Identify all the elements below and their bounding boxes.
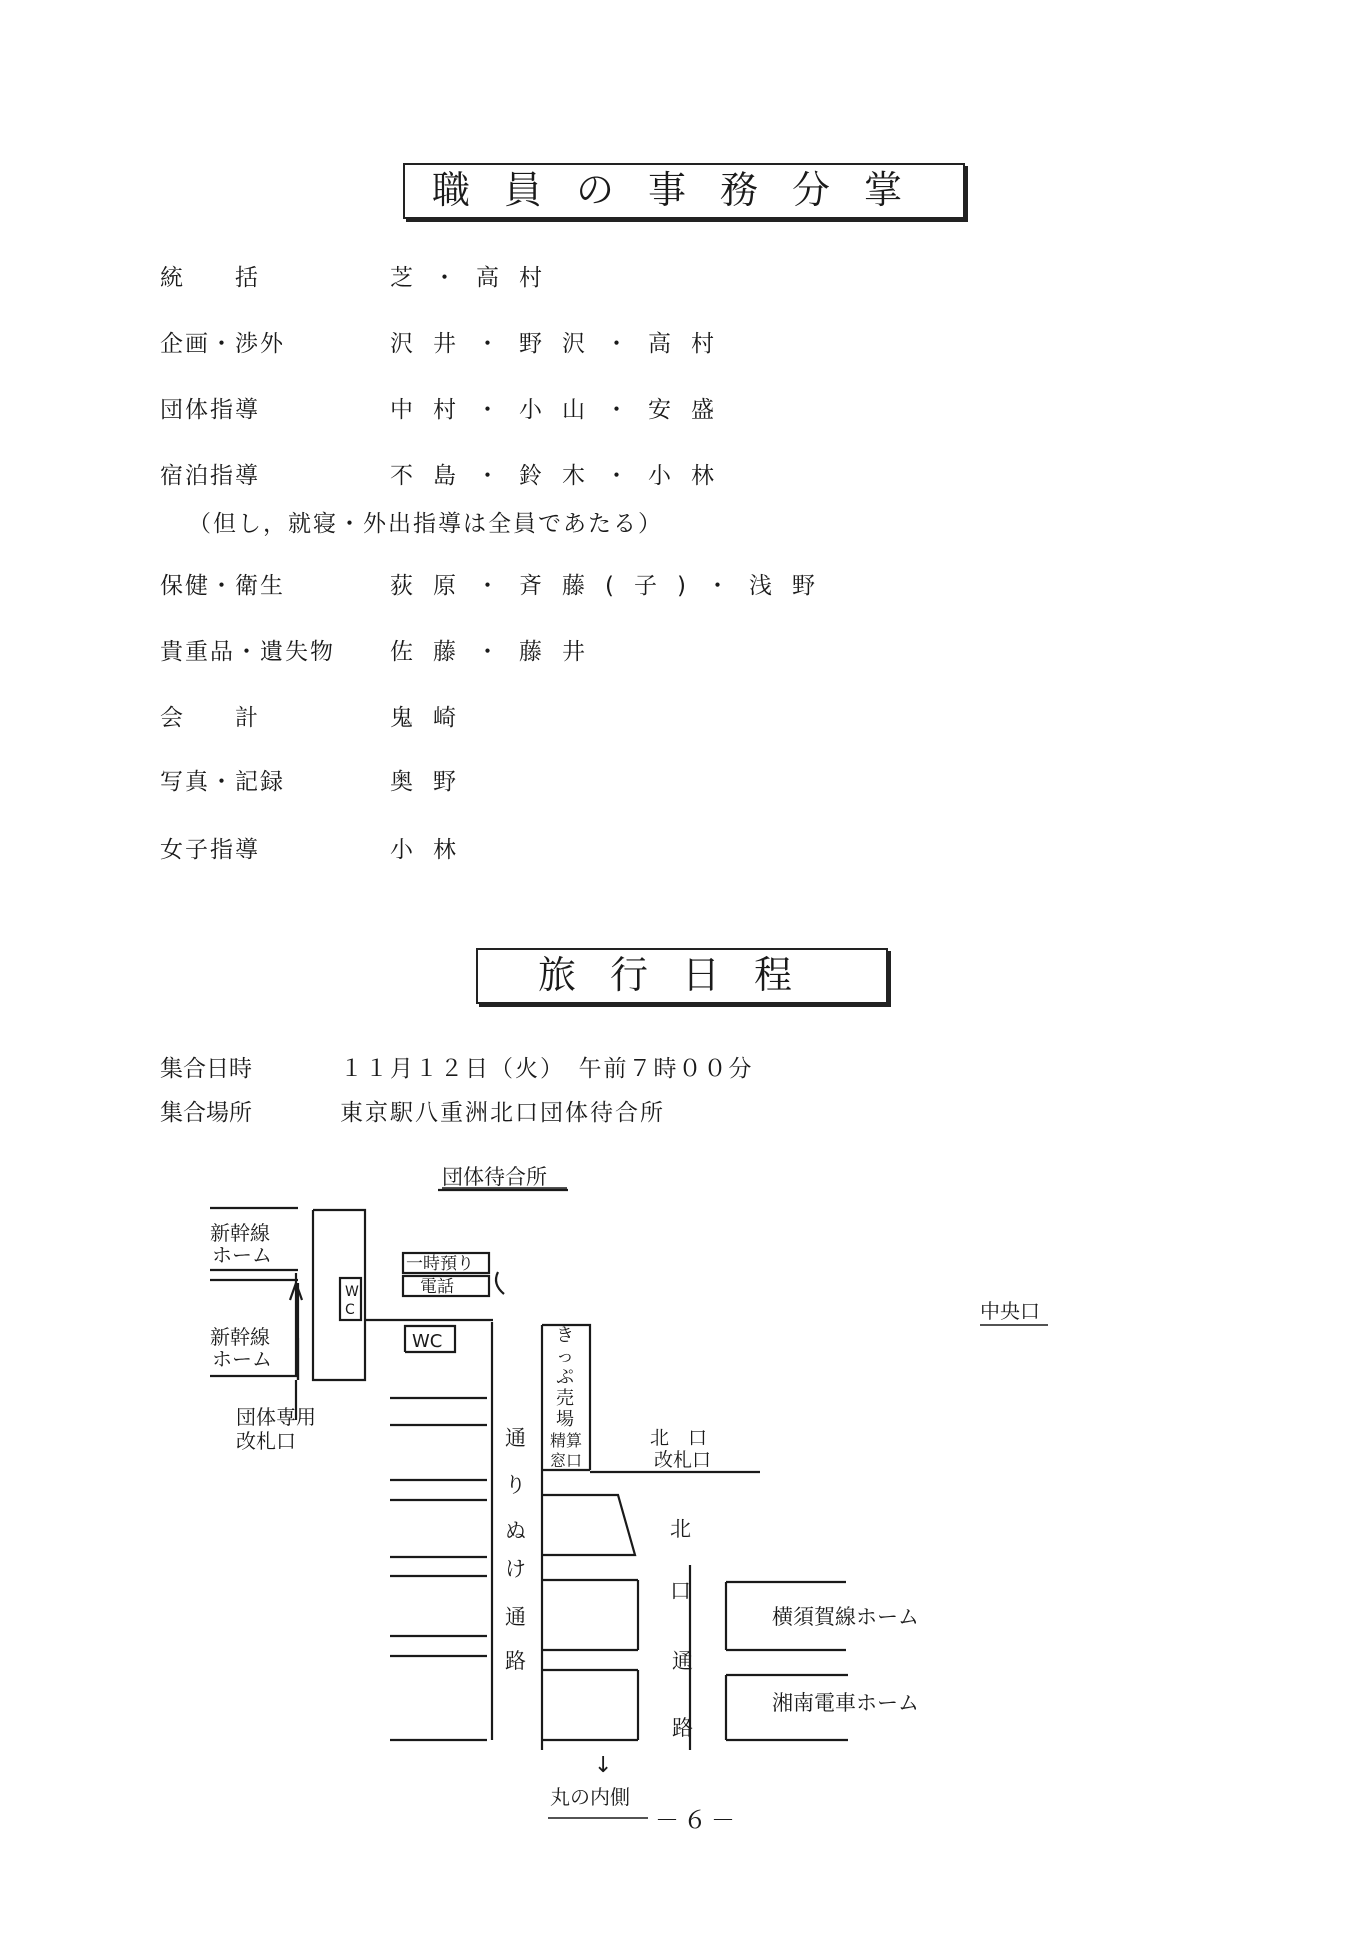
map-label-group-waiting-room: 団体待合所 — [442, 1165, 547, 1189]
map-label-through-passage: ぬ — [505, 1519, 526, 1543]
map-label-shinkansen-home-2b: ホーム — [212, 1347, 272, 1371]
duty-role: 会 計 — [160, 705, 260, 731]
map-label-shinkansen-home-1: 新幹線 — [210, 1221, 270, 1245]
duty-names: 小林 — [390, 837, 476, 863]
duty-role: 貴重品・遺失物 — [160, 639, 335, 665]
map-label-north-passage: 北 — [670, 1517, 691, 1541]
duty-names: 沢井・野沢・高村 — [390, 331, 734, 357]
map-label-through-passage: り — [505, 1473, 526, 1497]
duty-names: 佐藤・藤井 — [390, 639, 605, 665]
map-label-settlement-window-b: 窓口 — [550, 1451, 583, 1470]
map-label-group-gate: 団体専用 — [236, 1405, 316, 1429]
staff-duties-title: 職員の事務分掌 — [403, 163, 965, 219]
map-label-shinkansen-home-2: 新幹線 — [210, 1325, 270, 1349]
map-label-wc-1b: C — [345, 1302, 355, 1318]
map-label-yokosuka-home: 横須賀線ホーム — [772, 1605, 919, 1629]
map-label-luggage: 一時預り — [406, 1254, 474, 1274]
map-label-north-gate-b: 改札口 — [654, 1449, 712, 1471]
map-label-north-passage: 通 — [672, 1649, 693, 1673]
map-label-north-gate: 北 口 — [650, 1427, 708, 1449]
duty-role: 保健・衛生 — [160, 573, 285, 599]
map-label-ticket-sales: き — [556, 1325, 574, 1346]
duty-role: 写真・記録 — [160, 769, 285, 795]
map-label-group-gate-b: 改札口 — [236, 1429, 296, 1453]
map-label-through-passage: 通 — [505, 1426, 526, 1450]
map-label-marunouchi: 丸の内側 — [550, 1785, 630, 1809]
map-label-central-exit: 中央口 — [980, 1299, 1040, 1323]
duty-names: 荻原・斉藤(子)・浅野 — [390, 573, 835, 599]
map-label-wc-2: WC — [412, 1331, 443, 1352]
map-label-ticket-sales: 売 — [556, 1388, 574, 1409]
arrow-down-icon: ↓ — [594, 1753, 613, 1778]
duty-names: 芝・高村 — [390, 265, 562, 291]
map-label-north-passage: 口 — [670, 1579, 691, 1603]
map-label-settlement-window: 精算 — [550, 1431, 583, 1450]
duty-role: 宿泊指導 — [160, 463, 260, 489]
map-label-through-passage: 通 — [505, 1605, 526, 1629]
meeting-time-label: 集合日時 — [160, 1056, 252, 1082]
meeting-place-label: 集合場所 — [160, 1100, 252, 1126]
map-label-phone: 電話 — [420, 1277, 454, 1297]
map-label-shinkansen-home-1b: ホーム — [212, 1243, 272, 1267]
duty-names: 奥野 — [390, 769, 476, 795]
duty-names: 中村・小山・安盛 — [390, 397, 734, 423]
map-label-wc-1: W — [345, 1284, 359, 1300]
map-label-ticket-sales: 場 — [556, 1409, 574, 1430]
duty-role: 統 括 — [160, 265, 260, 291]
duty-role: 女子指導 — [160, 837, 260, 863]
map-label-north-passage: 路 — [672, 1716, 693, 1740]
map-label-shonan-home: 湘南電車ホーム — [772, 1691, 919, 1715]
duty-role: 企画・渉外 — [160, 331, 285, 357]
map-label-through-passage: 路 — [505, 1649, 526, 1673]
duty-role: 団体指導 — [160, 397, 260, 423]
itinerary-title: 旅行日程 — [476, 948, 888, 1004]
duty-note: （但し，就寝・外出指導は全員であたる） — [188, 511, 663, 537]
duty-names: 不島・鈴木・小林 — [390, 463, 734, 489]
meeting-time-value: １１月１２日（火） 午前７時００分 — [340, 1056, 754, 1082]
map-label-through-passage: け — [505, 1557, 526, 1581]
map-label-ticket-sales: ぷ — [556, 1367, 574, 1388]
duty-names: 鬼崎 — [390, 705, 476, 731]
map-label-ticket-sales: っ — [556, 1346, 574, 1367]
page-number: －６－ — [655, 1806, 739, 1834]
meeting-place-value: 東京駅八重洲北口団体待合所 — [340, 1100, 665, 1126]
